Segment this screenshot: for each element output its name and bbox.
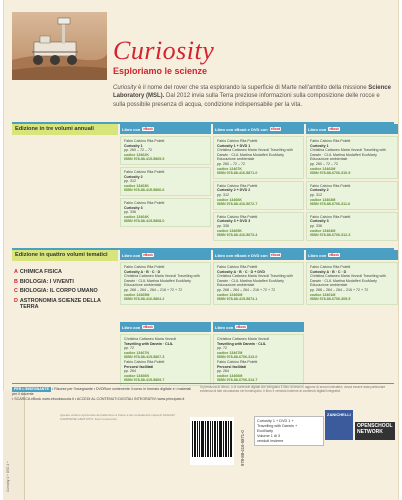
intro-bold: Science Laboratory (MSL).	[113, 85, 391, 100]
entry-pages: pp. 260 – 72 – 72	[310, 161, 338, 166]
entry-authors: Fabio Calvino Rita Poletti	[124, 200, 165, 205]
entry-authors: Fabio Calvino Rita Poletti	[310, 139, 351, 143]
entry-title: Curiosity 3	[310, 219, 329, 224]
entry-title: Curiosity 2	[310, 188, 329, 193]
entry-isbn: ISBN 978-88-415-5869-7	[124, 378, 165, 383]
entry-authors: Fabio Calvino Rita Poletti	[217, 265, 258, 269]
entry-isbn: ISBN 978-88-6706-312-3	[310, 233, 351, 238]
entry-isbn: ISBN 978-88-6706-313-0	[217, 355, 258, 360]
entry-code: codice 13463K	[124, 183, 149, 188]
topic-item	[14, 298, 118, 311]
column-header-label: Libro con	[122, 324, 141, 330]
column-header-label: Libro con	[122, 252, 141, 258]
ebook-tag: eBook	[236, 325, 246, 329]
section3-grid	[120, 322, 304, 386]
entry-isbn: ISBN 978-88-6706-311-6	[310, 202, 351, 207]
entry-code: codice 13467N	[124, 350, 149, 355]
book-entry	[306, 262, 398, 305]
section1-column	[120, 124, 211, 241]
entry-pages: pp. 260 – 72 – 72	[217, 161, 245, 166]
sample-copy-note: Questo volume sprovvisto del talloncino a fronte è da considerarsi copia di SAGGIO · CAMPIONE GRATUITO, fuori commercio.	[60, 413, 177, 422]
column-header	[306, 250, 398, 260]
entry-code: codice 13469K	[217, 228, 242, 233]
entry-code: codice 13463M	[310, 197, 336, 202]
section2-column	[306, 250, 398, 305]
publisher-logo	[325, 410, 395, 440]
entry-title: Curiosity A · B · C · D	[310, 269, 347, 274]
topic-name: BIOLOGIA: IL CORPO UMANO	[19, 288, 98, 295]
entry-pages: pp. 312	[124, 179, 136, 184]
topic-name: CHIMICA FISICA	[19, 269, 62, 275]
entry-authors: Fabio Calvino Rita Poletti	[217, 139, 258, 143]
entry-authors: Fabio Calvino Rita Poletti	[217, 359, 258, 364]
book-entry	[213, 262, 304, 305]
book-entry	[306, 181, 398, 210]
entry-pages: pp. 72	[217, 346, 227, 351]
entry-code: codice 13465M	[124, 292, 150, 297]
entry-authors: Christina Cattaneo Maria Vezzoli	[217, 337, 270, 341]
column-header-label: Libro con	[308, 126, 327, 132]
entry-pages: pp. 260 – 72 – 72	[124, 148, 152, 153]
entry-extra: Christina Cattaneo Maria Vezzoli Travelling with Darwin · CLIL Martina Modafferi EcoMarty Educazione ambientale	[217, 148, 293, 162]
book-entry	[120, 136, 211, 165]
section-label-four-volumes: Edizione in quattro volumi tematici	[12, 250, 118, 261]
entry-authors: Christina Cattaneo Maria Vezzoli	[124, 337, 177, 341]
column-header	[213, 322, 304, 332]
intro-text-1: è il nome del rover che sta esplorando la superficie di Marte nell'ambito della missione	[136, 85, 369, 91]
book-entry	[306, 136, 398, 179]
entry-code: codice 13464K	[124, 214, 149, 219]
section-label-three-volumes: Edizione in tre volumi annuali	[12, 124, 118, 135]
section-divider	[12, 383, 394, 384]
book-entry	[213, 136, 304, 179]
topic-letter: A	[14, 269, 18, 275]
entry-title: Travelling with Darwin · CLIL	[217, 341, 267, 346]
book-entry	[306, 212, 398, 241]
download-info: • SCARICA eBook www.ebookscuola.it • ACCEDI AL CONTENUTI DIGITALI INTEGRATIVI www.principato.it	[12, 396, 185, 401]
entry-code: codice 13462K	[124, 152, 149, 157]
entry-isbn: ISBN 978-88-416-5871-0	[217, 171, 258, 176]
entry-isbn: ISBN 978-88-416-5673-4	[217, 233, 258, 238]
teacher-text: • Risorse per l'insegnante • DVDRom contenente il corso in formato digitale e i materiali per il docente	[12, 387, 192, 396]
ebook-tag: eBook	[143, 127, 153, 131]
entry-pages: pp. 264	[124, 369, 136, 374]
entry-authors: Fabio Calvino Rita Poletti	[124, 359, 165, 364]
column-header	[120, 322, 211, 332]
section1-column	[213, 124, 304, 241]
entry-pages: pp. 336	[124, 210, 136, 215]
entry-title: Curiosity 1	[310, 143, 329, 148]
column-header	[213, 124, 304, 134]
entry-extra: Christina Cattaneo Maria Vezzoli Travelling with Darwin · CLIL Martina Modafferi EcoMarty Educazione ambientale	[124, 274, 200, 288]
summary-line: Volume 1 di 3	[257, 434, 281, 438]
intro-text-2: Dal 2012 invia sulla Terra preziose informazioni sulla composizione delle rocce e sulla possibile presenza di acqua, condizione indispensabile per la vita.	[113, 93, 380, 108]
column-header	[306, 124, 398, 134]
mars-rover-photo	[12, 12, 107, 80]
entry-isbn: ISBN 978-88-415-5867-3	[124, 355, 165, 360]
entry-code: codice 13466K	[217, 197, 242, 202]
entry-authors: Fabio Calvino Rita Poletti	[217, 183, 258, 188]
ebook-tag: eBook	[270, 253, 281, 257]
intro-paragraph	[113, 84, 391, 109]
entry-isbn: ISBN 978-88-416-5672-7	[217, 202, 258, 207]
entry-extra: Christina Cattaneo Maria Vezzoli Travelling with Darwin · CLIL Martina Modafferi EcoMarty Educazione ambientale	[310, 148, 386, 162]
entry-pages: pp. 264	[217, 369, 229, 374]
entry-isbn: ISBN 978-88-6706-310-9	[310, 171, 351, 176]
book-subtitle: Esploriamo le scienze	[113, 66, 208, 76]
book-entry	[213, 212, 304, 241]
entry-code: codice 13461M	[310, 292, 336, 297]
book-entry	[120, 167, 211, 196]
book-entry	[213, 181, 304, 210]
ebook-tag: eBook	[143, 253, 153, 257]
entry-pages: pp. 312	[310, 192, 322, 197]
summary-line: Travelling with Darwin +	[257, 424, 298, 428]
book-entry	[120, 198, 211, 227]
topic-item	[14, 269, 118, 276]
column-header	[120, 124, 211, 134]
entry-authors: Fabio Calvino Rita Poletti	[310, 265, 351, 269]
entry-pages: pp. 268 – 264 – 264 – 216 + 72 + 72	[217, 287, 276, 292]
entry-code: codice 12466M	[217, 292, 243, 297]
openschool-logo: OPENSCHOOL NETWORK	[355, 422, 395, 440]
teacher-label: PER L'INSEGNANTE	[14, 387, 49, 391]
entry-isbn: ISBN 978-88-415-5866-6	[124, 188, 165, 193]
column-header	[120, 250, 211, 260]
ebook-tag: eBook	[143, 325, 153, 329]
barcode	[190, 417, 234, 465]
entry-isbn: ISBN 978-88-6706-314-7	[217, 378, 258, 383]
entry-pages: pp. 336	[217, 223, 229, 228]
entry-code: codice 13467M	[217, 350, 243, 355]
ebook-tag: eBook	[329, 127, 339, 131]
column-header	[213, 250, 304, 260]
entry-title: Curiosity A · B · C · D	[124, 269, 161, 274]
column-header-label: Libro con	[122, 126, 141, 132]
section3-column	[213, 322, 304, 386]
book-entry	[120, 262, 211, 305]
topic-list	[14, 266, 118, 311]
ebook-tag: eBook	[270, 127, 281, 131]
ebook-tag: eBook	[329, 253, 339, 257]
column-header-label: Libro con eBook e DVD con	[215, 126, 268, 132]
entry-authors: Fabio Calvino Rita Poletti	[217, 214, 258, 219]
entry-code: codice 13464M	[310, 228, 336, 233]
summary-line: Curiosity 1 + DVD 1 +	[257, 419, 294, 423]
column-header-label: Libro con	[308, 252, 327, 258]
legal-note: In presenza di rilievo, o di contenuti digitali che integrano il libro di testo in ragione di servizi interattivi, dovrà essere data particolare evidenza di tale circostanza nel frontespizio. Il libro è venduto insieme ai contenuti digitali integrativi.	[200, 385, 386, 394]
column-header-label: Libro con	[215, 324, 234, 330]
entry-isbn: ISBN 978-88-6706-305-5	[310, 297, 351, 302]
entry-isbn: ISBN 978-88-415-5868-0	[124, 219, 165, 224]
entry-pages: pp. 268 – 264 – 264 – 216 + 72 + 72	[124, 287, 183, 292]
entry-title: Percorsi facilitati	[124, 364, 153, 369]
spine-text: Curiosity 1 + DVD 1 +	[6, 461, 10, 492]
topic-letter: B	[14, 278, 18, 285]
entry-title: Curiosity A · B · C · D + DVD	[217, 269, 265, 274]
entry-extra: Christina Cattaneo Maria Vezzoli Travelling with Darwin · CLIL Martina Modafferi EcoMarty Educazione ambientale	[217, 274, 293, 288]
entry-code: codice 13466M	[217, 373, 243, 378]
entry-pages: pp. 336	[310, 223, 322, 228]
entry-code: codice 13462M	[310, 166, 336, 171]
entry-title: Percorsi facilitati	[217, 364, 246, 369]
entry-isbn: ISBN 978-88-416-5864-2	[124, 297, 165, 302]
section3-column	[120, 322, 211, 386]
topic-item	[14, 288, 118, 295]
book-entry	[120, 334, 211, 386]
publisher-brand: ZANICHELLI	[325, 410, 353, 440]
section2-grid	[120, 250, 398, 305]
entry-title: Curiosity 3	[124, 205, 143, 210]
entry-title: Curiosity 1 + DVD 1	[217, 143, 251, 148]
teacher-resources	[12, 387, 192, 401]
topic-letter: D	[14, 297, 18, 304]
entry-title: Travelling with Darwin · CLIL	[124, 341, 174, 346]
summary-line: venduti insieme	[257, 439, 284, 443]
entry-title: Curiosity 2 + DVD 2	[217, 188, 251, 193]
topic-name: BIOLOGIA: I VIVENTI	[19, 278, 74, 285]
entry-isbn: ISBN 978-88-415-5874-1	[217, 297, 258, 302]
section2-column	[120, 250, 211, 305]
book-entry	[213, 334, 304, 386]
section1-grid	[120, 124, 398, 241]
intro-lead: Curiosity	[113, 85, 137, 91]
entry-authors: Fabio Calvino Rita Poletti	[124, 265, 165, 269]
entry-isbn: ISBN 978-88-415-5865-9	[124, 157, 165, 162]
topic-letter: C	[14, 288, 18, 295]
entry-pages: pp. 268 – 264 – 264 – 216 + 72 + 72	[310, 287, 369, 292]
entry-title: Curiosity 2	[124, 174, 143, 179]
entry-authors: Fabio Calvino Rita Poletti	[124, 169, 165, 174]
section2-column	[213, 250, 304, 305]
topic-name: ASTRONOMIA SCIENZE DELLA TERRA	[19, 297, 101, 311]
book-title: Curiosity	[113, 36, 215, 65]
section1-column	[306, 124, 398, 241]
entry-authors: Fabio Calvino Rita Poletti	[310, 214, 351, 219]
topic-item	[14, 279, 118, 286]
entry-authors: Fabio Calvino Rita Poletti	[310, 183, 351, 188]
entry-pages: pp. 72	[124, 346, 134, 351]
isbn-vertical: 978-88-416-5871-0	[240, 430, 245, 466]
entry-authors: Fabio Calvino Rita Poletti	[124, 139, 165, 143]
volume-summary-box	[254, 416, 324, 446]
entry-pages: pp. 312	[217, 192, 229, 197]
entry-title: Curiosity 1	[124, 143, 143, 148]
column-header-label: Libro con eBook e DVD con	[215, 252, 268, 258]
entry-code: codice 13466N	[124, 373, 149, 378]
entry-title: Curiosity 3 + DVD 3	[217, 219, 251, 224]
entry-code: codice 12467K	[217, 166, 242, 171]
entry-extra: Christina Cattaneo Maria Vezzoli Travelling with Darwin · CLIL Martina Modafferi EcoMarty Educazione ambientale	[310, 274, 386, 288]
summary-line: EcoMarty	[257, 429, 274, 433]
